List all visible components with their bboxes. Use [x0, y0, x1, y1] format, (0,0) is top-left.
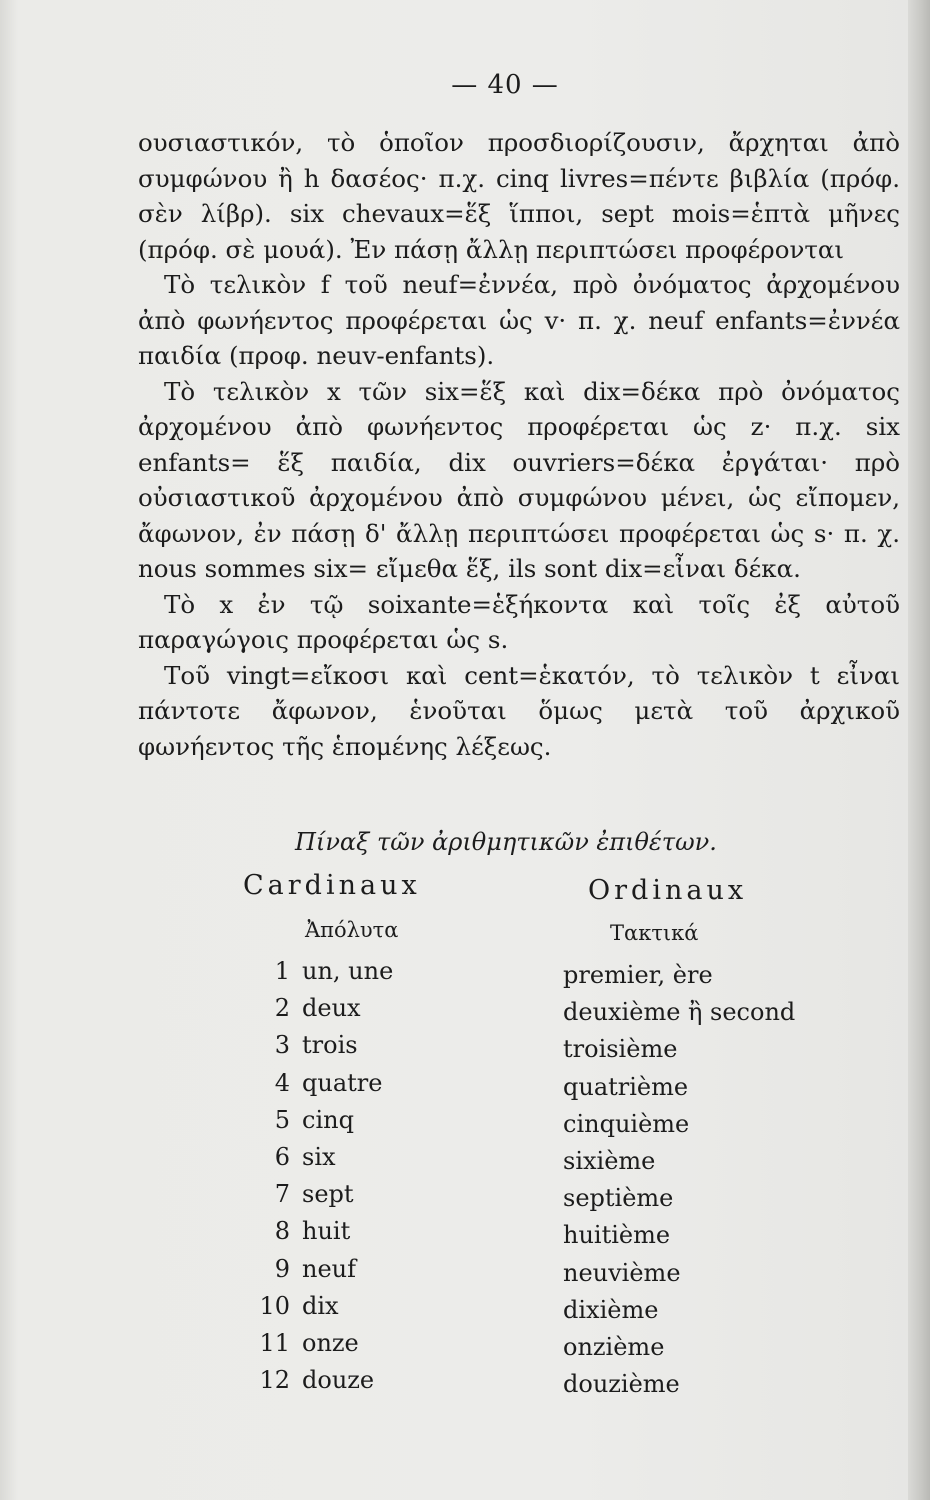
cardinal-word: neuf — [302, 1254, 356, 1283]
cardinal-row — [248, 1362, 448, 1399]
row-number: 3 — [274, 1031, 290, 1060]
ordinals-heading: Ordinaux — [588, 875, 748, 906]
cardinal-row — [248, 1251, 448, 1288]
paragraph-soixante: Τὸ x ἐν τῷ soixante=ἑξήκοντα καὶ τοῖς ἐξ αὐτοῦ παραγώγοις προφέρεται ὡς s. — [138, 589, 900, 654]
cardinal-word: douze — [302, 1366, 375, 1395]
paragraph-neuf: Τὸ τελικὸν f τοῦ neuf=ἐννέα, πρὸ ὀνόματος ἀρχομένου ἀπὸ φωνήεντος προφέρεται ὡς v· π. χ. neuf enfants=ἐννέα παιδία (προφ. neuv-enfants). — [138, 270, 900, 370]
cardinal-word: sept — [302, 1180, 354, 1209]
row-number: 5 — [274, 1105, 290, 1134]
row-number: 7 — [274, 1180, 290, 1209]
ordinal-word: sixième — [563, 1146, 656, 1175]
ordinal-word: neuvième — [563, 1258, 681, 1287]
paragraph-six-dix: Τὸ τελικὸν x τῶν six=ἕξ καὶ dix=δέκα πρὸ ὀνόματος ἀρχομένου ἀπὸ φωνήεντος προφέρεται ὡς z· π.χ. six enfants= ἕξ παιδία, dix ouvriers=δέκα ἐργάται· πρὸ οὐσιαστικοῦ ἀρχομένου ἀπὸ συμφώνου μένει, ὡς εἴπομεν, ἄφωνον, ἐν πάσῃ δ' ἄλλῃ περιπτώσει προφέρεται ὡς s· π. χ. nous sommes six= εἴμεθα ἕξ, ils sont dix=εἶναι δέκα. — [138, 376, 900, 583]
ordinal-word: deuxième ἢ second — [563, 998, 796, 1027]
numerals-table-title: Πίναξ τῶν ἀριθμητικῶν ἐπιθέτων. — [295, 828, 717, 856]
cardinal-row — [248, 990, 448, 1027]
row-number: 12 — [259, 1366, 290, 1395]
cardinal-word: cinq — [302, 1105, 354, 1134]
ordinals-subheading: Τακτικά — [610, 921, 699, 945]
ordinal-word: septième — [563, 1184, 674, 1213]
body-text — [138, 125, 900, 764]
row-number: 9 — [274, 1254, 290, 1283]
cardinal-row — [248, 1176, 448, 1213]
paragraph-vingt-cent: Τοῦ vingt=εἴκοσι καὶ cent=ἑκατόν, τὸ τελικὸν t εἶναι πάντοτε ἄφωνον, ἑνοῦται ὅμως μετὰ τοῦ ἀρχικοῦ φωνήεντος τῆς ἑπομένης λέξεως. — [138, 660, 900, 761]
cardinal-row — [248, 1102, 448, 1139]
cardinal-row — [248, 1213, 448, 1250]
ordinal-word: huitième — [563, 1221, 671, 1250]
row-number: 1 — [274, 957, 290, 985]
paragraph-continuation: ουσιαστικόν, τὸ ὁποῖον προσδιορίζουσιν, ἄρχηται ἀπὸ συμφώνου ἢ h δασέος· π.χ. cinq livres=πέντε βιβλία (πρόφ. σὲν λίβρ). six chevaux=ἕξ ἵπποι, sept mois=ἑπτὰ μῆνες (πρόφ. σὲ μουά). Ἐν πάσῃ ἄλλῃ περιπτώσει προφέρονται — [138, 128, 900, 264]
cardinal-word: un, une — [302, 957, 394, 985]
ordinal-word: dixième — [563, 1295, 659, 1324]
cardinals-heading: Cardinaux — [243, 870, 421, 901]
cardinal-word: deux — [302, 994, 361, 1023]
cardinal-row — [248, 1065, 448, 1102]
ordinal-word: premier, ère — [563, 961, 713, 989]
cardinal-word: dix — [302, 1291, 339, 1320]
row-number: 10 — [259, 1291, 290, 1320]
cardinals-list — [248, 953, 448, 1399]
cardinal-word: huit — [302, 1217, 351, 1246]
row-number: 11 — [259, 1328, 290, 1357]
row-number: 2 — [274, 994, 290, 1023]
row-number: 8 — [274, 1217, 290, 1246]
page-number: — 40 — — [451, 70, 559, 100]
ordinal-word: quatrième — [563, 1072, 689, 1101]
ordinal-word: cinquième — [563, 1109, 690, 1138]
cardinals-subheading: Ἀπόλυτα — [305, 918, 399, 942]
cardinal-row — [248, 1027, 448, 1064]
ordinal-word: onzième — [563, 1332, 665, 1361]
ordinal-word: troisième — [563, 1035, 678, 1064]
cardinal-row — [248, 953, 448, 990]
row-number: 4 — [274, 1068, 290, 1097]
cardinal-word: quatre — [302, 1068, 383, 1097]
cardinal-word: onze — [302, 1328, 359, 1357]
cardinal-row — [248, 1139, 448, 1176]
cardinal-word: six — [302, 1142, 336, 1171]
ordinals-list — [563, 957, 863, 1403]
cardinal-word: trois — [302, 1031, 358, 1060]
row-number: 6 — [274, 1142, 290, 1171]
cardinal-row — [248, 1288, 448, 1325]
ordinal-word: douzième — [563, 1370, 680, 1399]
cardinal-row — [248, 1325, 448, 1362]
page-spine-shadow — [908, 0, 930, 1500]
